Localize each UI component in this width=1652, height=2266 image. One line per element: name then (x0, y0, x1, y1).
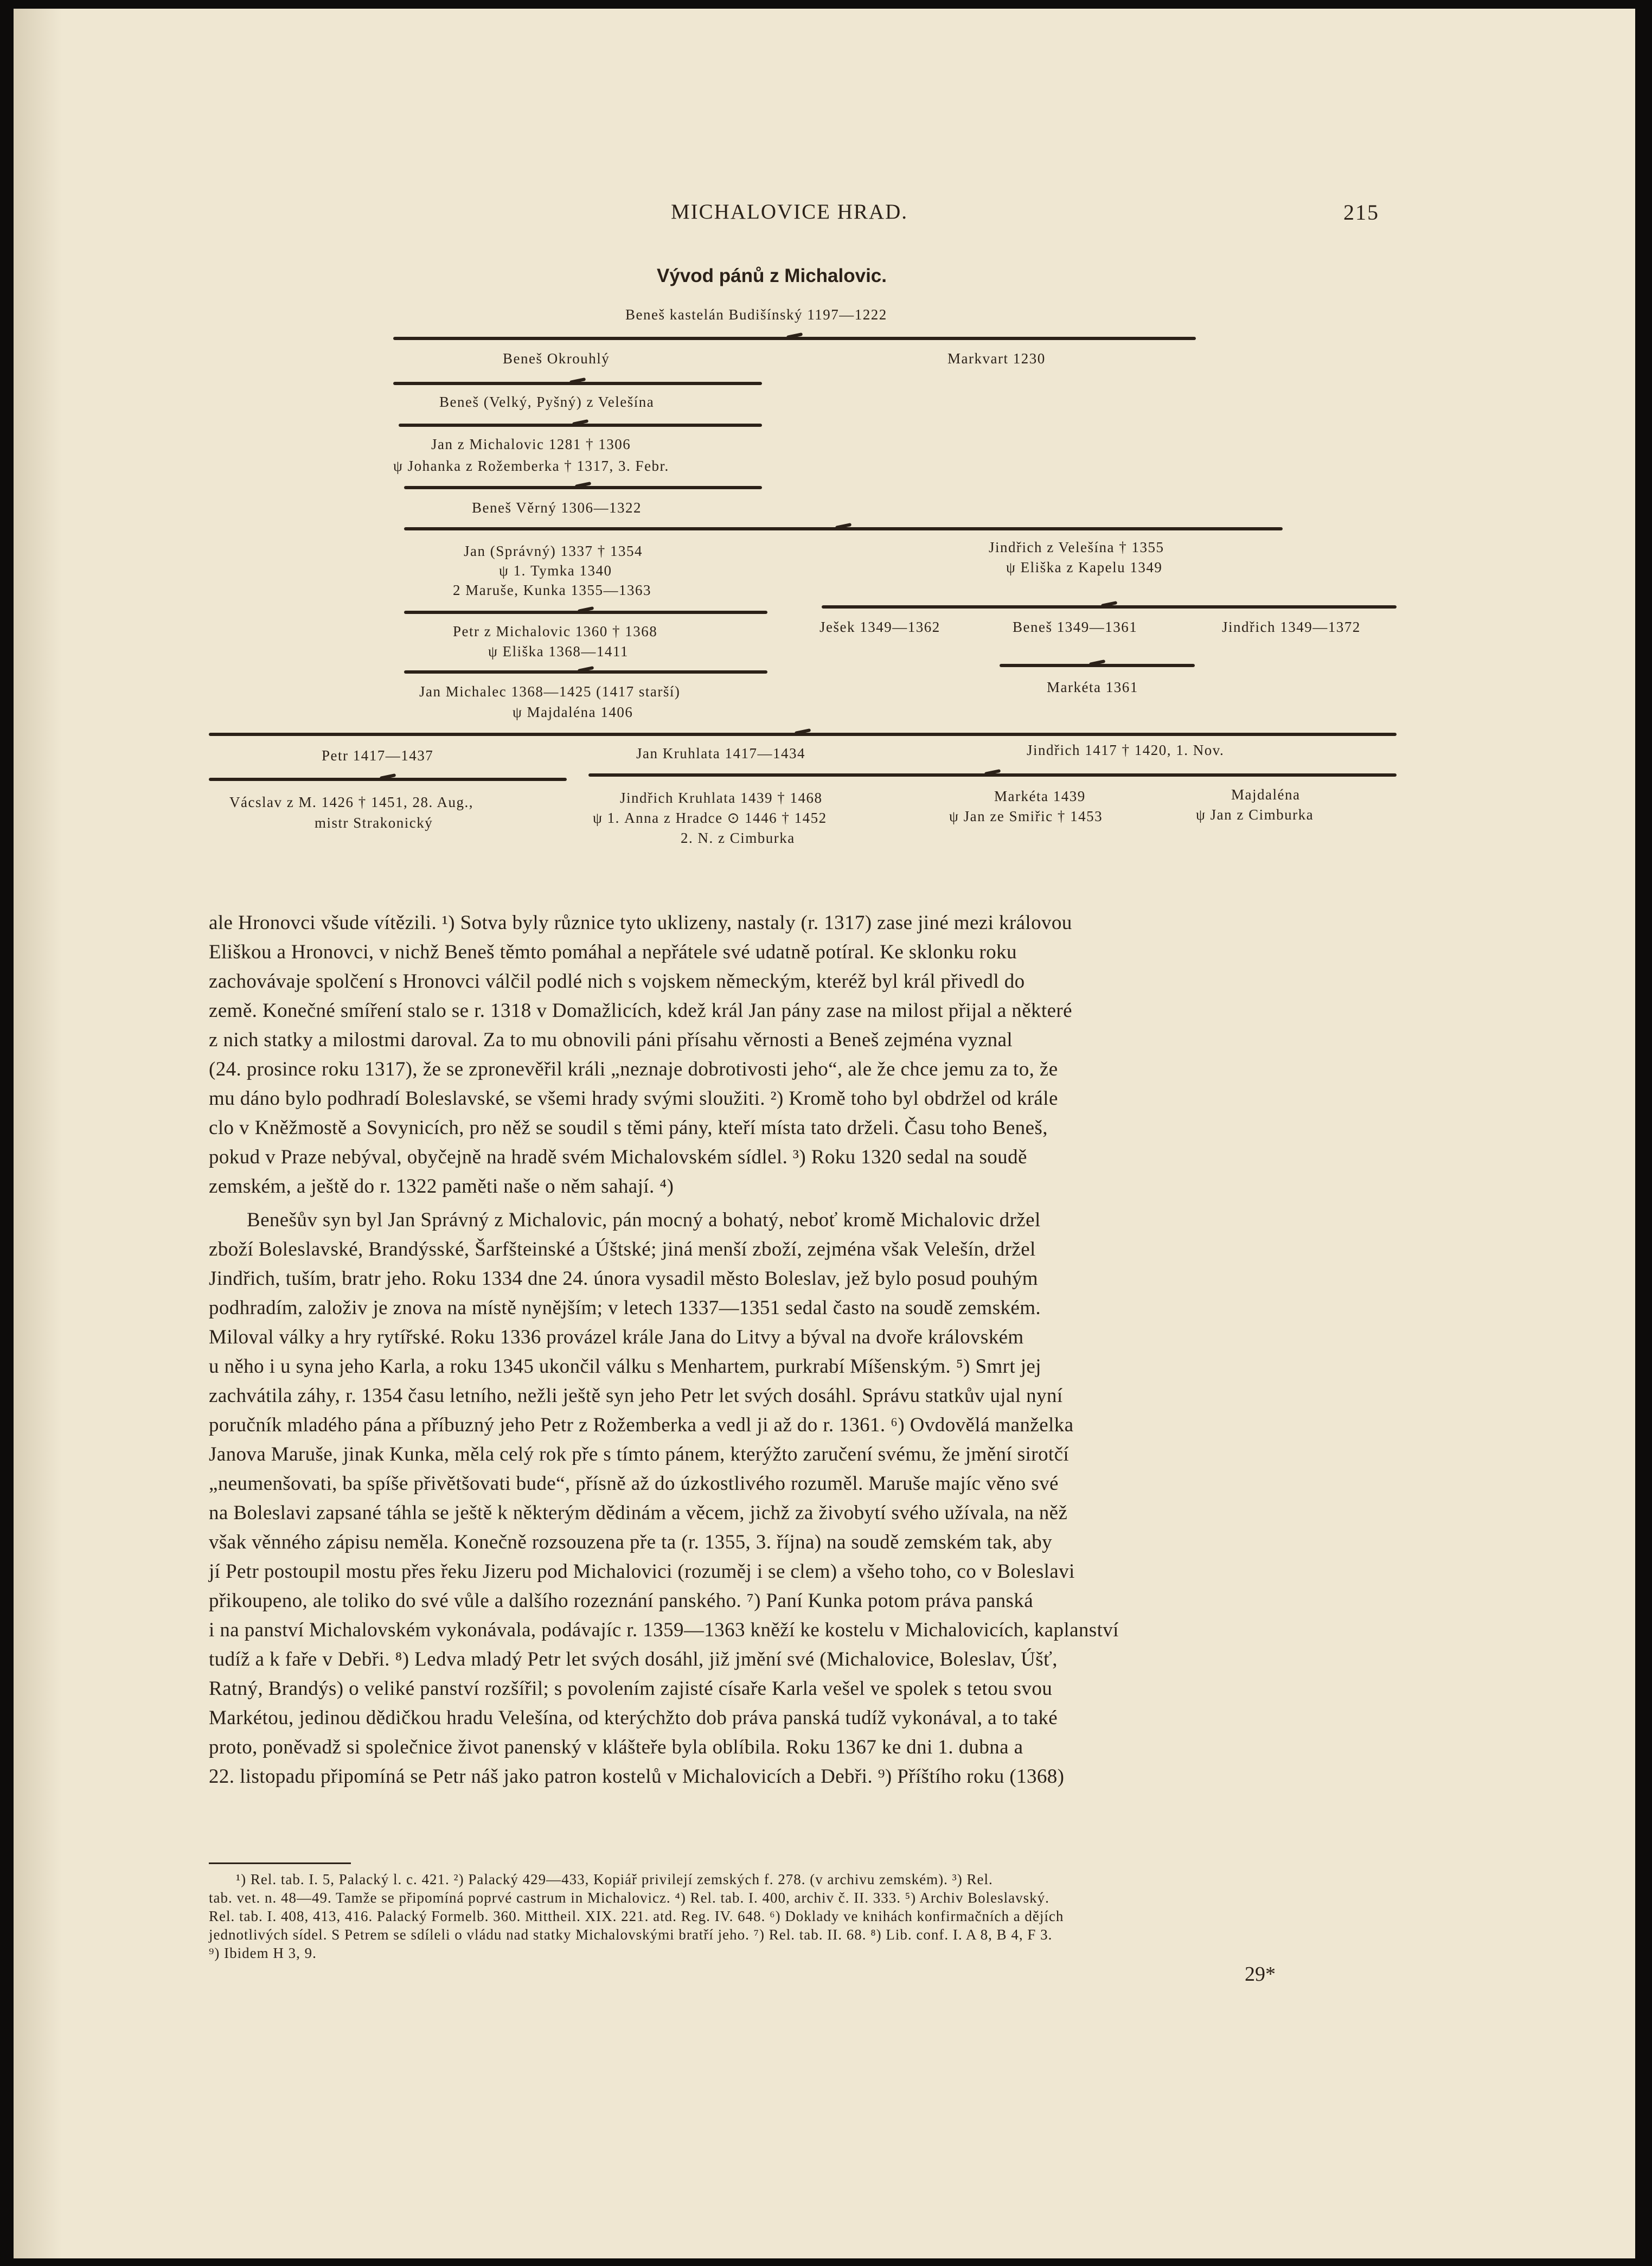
tree-jan-kruhlata: Jan Kruhlata 1417—1434 (636, 745, 805, 761)
body-line: clo v Kněžmostě a Sovynicích, pro něž se soudil s těmi pány, kteří místa tato drželi. Času toho Beneš, (209, 1117, 1048, 1139)
tree-vacslav: Vácslav z M. 1426 † 1451, 28. Aug., (229, 794, 473, 810)
tree-mistr-strakonicky: mistr Strakonický (315, 815, 433, 831)
signature-mark: 29* (1245, 1963, 1276, 1986)
page-gutter-shadow (14, 9, 62, 2258)
book-page (14, 9, 1635, 2258)
tree-petr-z-michalovic: Petr z Michalovic 1360 † 1368 (453, 623, 658, 639)
tree-majdalena: Majdaléna (1231, 786, 1301, 803)
body-line: mu dáno bylo podhradí Boleslavské, se všemi hrady svými sloužiti. ²) Kromě toho byl obdržel od krále (209, 1087, 1058, 1110)
body-line: přikoupeno, ale toliko do své vůle a dalšího rozeznání panského. ⁷) Paní Kunka potom práva panská (209, 1590, 1034, 1612)
body-line: země. Konečné smíření stalo se r. 1318 v Domažlicích, kdež král Jan pány zase na milost přijal a některé (209, 1000, 1072, 1022)
body-line: „neumenšovati, ba spíše přivětšovati bude“, přísně až do úzkostlivého rozuměl. Maruše majíc věno své (209, 1473, 1059, 1495)
body-line: Markétou, jedinou dědičkou hradu Velešína, od kterýchžto dob práva panská tudíž vykonával, a to také (209, 1707, 1058, 1729)
page-number: 215 (1343, 200, 1379, 225)
tree-jan-z-michalovic: Jan z Michalovic 1281 † 1306 (431, 436, 631, 452)
body-line: Miloval války a hry rytířské. Roku 1336 provázel krále Jana do Litvy a býval na dvoře královském (209, 1326, 1024, 1348)
tree-maruse: 2 Maruše, Kunka 1355—1363 (453, 582, 651, 598)
body-line: Benešův syn byl Jan Správný z Michalovic, pán mocný a bohatý, neboť kromě Michalovic držel (247, 1209, 1041, 1231)
tree-eliska: ψ Eliška 1368—1411 (488, 643, 629, 660)
footnote-line: tab. vet. n. 48—49. Tamže se připomíná poprvé castrum in Michalovicz. ⁴) Rel. tab. I. 400, archiv č. II. 333. ⁵) Archiv Boleslavský. (209, 1890, 1049, 1906)
footnote-rule (209, 1862, 351, 1864)
tree-jan-spravny: Jan (Správný) 1337 † 1354 (464, 543, 643, 559)
tree-jesek: Ješek 1349—1362 (819, 619, 940, 635)
body-line: ale Hronovci všude vítězili. ¹) Sotva byly různice tyto uklizeny, nastaly (r. 1317) zase jiné mezi královou (209, 912, 1072, 934)
tree-jindrich-kruhlata: Jindřich Kruhlata 1439 † 1468 (620, 790, 823, 806)
tree-johanka: ψ Johanka z Rožemberka † 1317, 3. Febr. (393, 458, 669, 474)
body-line: pokud v Praze nebýval, obyčejně na hradě svém Michalovském sídlel. ³) Roku 1320 sedal na soudě (209, 1146, 1027, 1168)
body-line: Eliškou a Hronovci, v nichž Beneš těmto pomáhal a nepřátele své udatně potíral. Ke sklonku roku (209, 941, 1017, 963)
body-line: proto, poněvadž si společnice život panenský v klášteře byla oblíbila. Roku 1367 ke dni 1. dubna a (209, 1736, 1023, 1758)
tree-tymka: ψ 1. Tymka 1340 (499, 562, 612, 579)
body-line: u něho i u syna jeho Karla, a roku 1345 ukončil válku s Menhartem, purkrabí Míšenským. ⁵) Smrt jej (209, 1355, 1041, 1378)
tree-majdalena-1406: ψ Majdaléna 1406 (513, 704, 633, 720)
tree-eliska-kapelu: ψ Eliška z Kapelu 1349 (1006, 559, 1163, 575)
body-line: zachvátila záhy, r. 1354 času letního, nežli ještě syn jeho Petr let svých dosáhl. Správu statkův ujal nyní (209, 1385, 1063, 1407)
body-line: však věnného zápisu neměla. Konečně rozsouzena pře ta (r. 1355, 3. října) na soudě zemském tak, aby (209, 1531, 1053, 1553)
tree-jindrich-1349: Jindřich 1349—1372 (1222, 619, 1361, 635)
genealogy-title: Vývod pánů z Michalovic. (657, 265, 887, 286)
tree-root: Beneš kastelán Budišínský 1197—1222 (625, 306, 887, 323)
bracket-line (404, 527, 1283, 530)
tree-marketa-1361: Markéta 1361 (1047, 679, 1138, 695)
bracket-line (404, 611, 767, 614)
footnote-line: jednotlivých sídel. S Petrem se sdíleli o vládu nad statky Michalovskými bratří jeho. ⁷) Rel. tab. II. 68. ⁸) Lib. conf. I. A 8, B 4, F 3. (209, 1926, 1053, 1943)
bracket-line (393, 337, 1196, 340)
footnote-line: ¹) Rel. tab. I. 5, Palacký l. c. 421. ²) Palacký 429—433, Kopiář privilejí zemských f. 278. (v archivu zemském). ³) Rel. (236, 1871, 993, 1887)
body-line: na Boleslavi zapsané táhla se ještě k některým dědinám a věcem, jichž za živobytí svého užívala, na něž (209, 1502, 1068, 1524)
tree-anna-z-hradce: ψ 1. Anna z Hradce ⊙ 1446 † 1452 (593, 810, 827, 826)
tree-jindrich-1417: Jindřich 1417 † 1420, 1. Nov. (1027, 742, 1225, 758)
body-line: tudíž a k faře v Debři. ⁸) Ledva mladý Petr let svých dosáhl, již jmění své (Michalovice, Boleslav, Úšť, (209, 1648, 1058, 1670)
bracket-line (209, 778, 567, 781)
tree-petr-1417: Petr 1417—1437 (322, 747, 434, 764)
body-line: jí Petr postoupil mostu přes řeku Jizeru pod Michalovici (rozuměj i se clem) a všeho toho, co v Boleslavi (209, 1560, 1075, 1583)
tree-jindrich-velesin: Jindřich z Velešína † 1355 (989, 539, 1164, 555)
body-line: Jindřich, tuším, bratr jeho. Roku 1334 dne 24. února vysadil město Boleslav, jež bylo posud pouhým (209, 1268, 1038, 1290)
body-line: podhradím, založiv je znova na místě nynějším; v letech 1337—1351 sedal často na soudě zemském. (209, 1297, 1041, 1319)
bracket-line (399, 424, 762, 427)
tree-jan-ze-smiric: ψ Jan ze Smiřic † 1453 (949, 808, 1103, 824)
bracket-line (393, 382, 762, 385)
body-line: zemském, a ještě do r. 1322 paměti naše o něm sahají. ⁴) (209, 1175, 674, 1198)
body-line: Ratný, Brandýs) o veliké panství rozšířil; s povolením zajisté císaře Karla vešel ve spolek s tetou svou (209, 1678, 1053, 1700)
body-line: 22. listopadu připomíná se Petr náš jako patron kostelů v Michalovicích a Debři. ⁹) Příštího roku (1368) (209, 1765, 1065, 1788)
bracket-line (822, 605, 1397, 609)
body-line: poručník mladého pána a příbuzný jeho Petr z Rožemberka a vedl ji až do r. 1361. ⁶) Ovdovělá manželka (209, 1414, 1074, 1436)
body-line: z nich statky a milostmi daroval. Za to mu obnovili páni přísahu věrnosti a Beneš zejména vyznal (209, 1029, 1013, 1051)
bracket-line (209, 733, 1397, 736)
tree-marketa-1439: Markéta 1439 (994, 788, 1086, 804)
body-line: zboží Boleslavské, Brandýsské, Šarfšteinské a Úštské; jiná menší zboží, zejména však Velešín, držel (209, 1238, 1036, 1260)
body-line: i na panství Michalovském vykonávala, podávajíc r. 1359—1363 kněží ke kostelu v Michalovicích, kaplanství (209, 1619, 1119, 1641)
tree-n-z-cimburka: 2. N. z Cimburka (681, 830, 795, 846)
bracket-line (404, 670, 767, 674)
body-line: Janova Maruše, jinak Kunka, měla celý rok pře s tímto pánem, kterýžto zaručení svému, že jmění sirotčí (209, 1443, 1070, 1465)
tree-benes-velky: Beneš (Velký, Pyšný) z Velešína (439, 394, 655, 410)
tree-benes-okrouhly: Beneš Okrouhlý (503, 350, 610, 367)
bracket-line (1000, 664, 1195, 667)
body-line: zachovávaje spolčení s Hronovci válčil podlé nich s vojskem německým, kteréž byl král přivedl do (209, 970, 1025, 993)
tree-jan-z-cimburka: ψ Jan z Cimburka (1196, 806, 1314, 823)
tree-jan-michalec: Jan Michalec 1368—1425 (1417 starší) (419, 683, 681, 700)
bracket-line (588, 773, 1397, 777)
body-line: (24. prosince roku 1317), že se zpronevěřil králi „neznaje dobrotivosti jeho“, ale že chce jemu za to, že (209, 1058, 1058, 1080)
tree-markvart: Markvart 1230 (947, 350, 1046, 367)
footnote-line: ⁹) Ibidem H 3, 9. (209, 1945, 317, 1961)
bracket-line (404, 486, 762, 489)
footnote-line: Rel. tab. I. 408, 413, 416. Palacký Formelb. 360. Mittheil. XIX. 221. atd. Reg. IV. 648. ⁶) Doklady ve knihách konfirmačních a dějích (209, 1908, 1064, 1924)
tree-benes-1349: Beneš 1349—1361 (1013, 619, 1138, 635)
tree-benes-verny: Beneš Věrný 1306—1322 (472, 500, 642, 516)
running-header-title: MICHALOVICE HRAD. (671, 200, 908, 223)
